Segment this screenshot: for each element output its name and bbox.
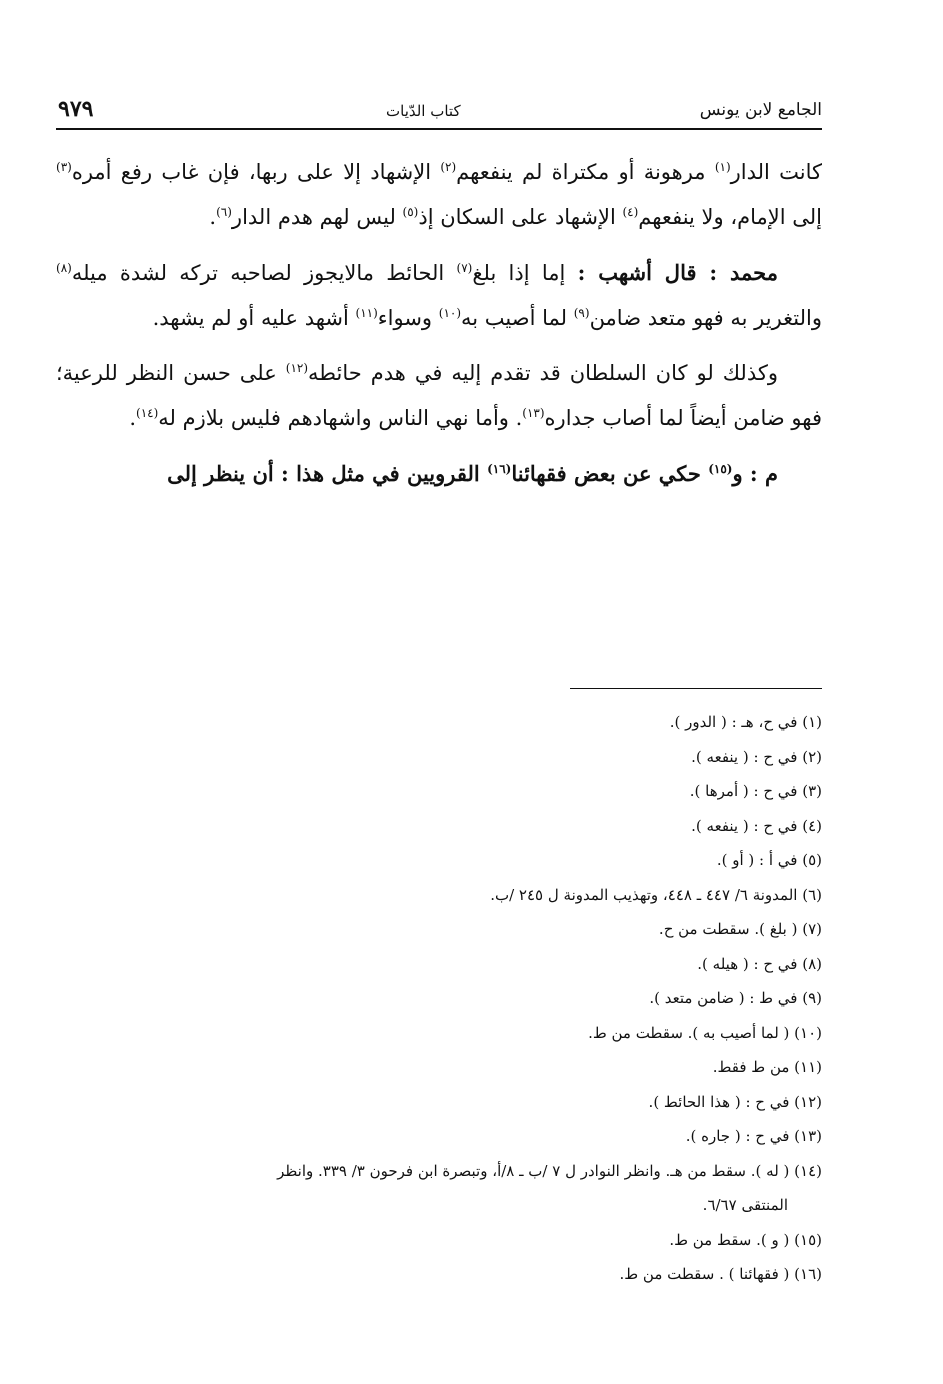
footnote-7: (٧) ( بلغ ). سقطت من ح. [658, 920, 822, 938]
text-run: م : و [732, 461, 778, 486]
footnote-2: (٢) في ح : ( ينفعه ). [691, 747, 822, 766]
footnote-4: (٤) في ح : ( ينفعه ). [691, 816, 822, 835]
text-run: إلى الإمام، ولا ينفعهم [638, 205, 822, 229]
text-run: . وأما نهي الناس واشهادهم فليس بلازم له [158, 406, 523, 430]
footnote-ref: (١٣) [522, 406, 545, 420]
footnote-ref: (٥) [402, 205, 419, 219]
text-run: والتغرير به فهو متعد ضامن [589, 306, 822, 330]
footnote-ref: (١) [714, 160, 731, 174]
book-title: الجامع لابن يونس [699, 100, 822, 120]
text-run: . [129, 406, 137, 430]
text-run: الإشهاد إلا على ربها، فإن غاب رفع أمره [71, 160, 441, 184]
footnote-11: (١١) من ط فقط. [712, 1058, 822, 1076]
paragraph-4 [56, 451, 822, 496]
footnote-ref: (١١) [355, 306, 378, 320]
text-run: على حسن النظر للرعية؛ فهو ضامن أيضاً لما أصاب جداره [56, 361, 822, 430]
paragraph-1 [56, 150, 822, 240]
page-number: ٩٧٩ [58, 96, 94, 122]
footnote-ref: (٢) [440, 160, 457, 174]
text-run: وكذلك لو كان السلطان قد تقدم إليه في هدم حائطه [308, 361, 778, 385]
paragraph-3 [56, 351, 822, 441]
paragraph-2 [56, 250, 822, 341]
text-run: أشهد عليه أو لم يشهد. [152, 306, 356, 330]
footnote-ref: (١٤) [136, 406, 159, 420]
footnote-3: (٣) في ح : ( أمرها ). [689, 782, 822, 800]
text-run: مرهونة أو مكتراة لم ينفعهم [456, 160, 715, 184]
footnote-ref: (٤) [622, 205, 639, 219]
footnote-ref: (١٦) [487, 462, 512, 476]
footnote-9: (٩) في ط : ( ضامن متعد ). [649, 989, 822, 1007]
footnote-ref: (١٢) [285, 361, 309, 375]
footnote-10: (١٠) ( لما أصيب به ). سقطت من ط. [588, 1023, 822, 1042]
running-header [56, 96, 822, 130]
text-run: حكي عن بعض فقهائنا [511, 461, 709, 486]
chapter-title: كتاب الدّيات [386, 102, 461, 120]
main-text [56, 150, 822, 506]
footnote-6: (٦) المدونة ٦/ ٤٤٧ ـ ٤٤٨، وتهذيب المدونة ل ٢٤٥ /ب. [490, 885, 822, 904]
footnote-5: (٥) في أ : ( أو ). [716, 851, 822, 869]
footnote-13: (١٣) في ح : ( جاره ). [685, 1127, 822, 1145]
footnotes [56, 705, 822, 1292]
footnote-ref: (٦) [216, 205, 232, 219]
footnote-ref: (٨) [56, 261, 72, 275]
text-run: القرويين في مثل هذا : أن ينظر إلى [167, 461, 488, 486]
footnote-ref: (٣) [56, 160, 72, 174]
text-run: لما أصيب به [461, 306, 574, 330]
footnote-14: (١٤) ( له ). سقط من هـ. وانظر النوادر ل ٧ /ب ـ ٨/أ، وتبصرة ابن فرحون ٣/ ٣٣٩. وانظر [277, 1161, 822, 1180]
footnote-15: (١٥) ( و ). سقط من ط. [669, 1230, 822, 1249]
footnote-ref: (٩) [573, 306, 590, 320]
text-run: . [209, 205, 217, 229]
text-run: الحائط مالايجوز لصاحبه تركه لشدة ميله [71, 261, 457, 285]
text-run: ليس لهم هدم الدار [231, 205, 403, 229]
footnote-8: (٨) في ح : ( هيله ). [697, 954, 822, 973]
speaker-lead: محمد : قال أشهب : [577, 260, 778, 285]
text-run: الإشهاد على السكان إذ [418, 205, 623, 229]
footnote-ref: (١٥) [708, 462, 733, 476]
footnote-12: (١٢) في ح : ( هذا الحائط ). [648, 1092, 822, 1111]
text-run: كانت الدار [730, 160, 822, 184]
text-run: إما إذا بلغ [472, 261, 578, 285]
footnote-1: (١) في ح، هـ : ( الدور ). [669, 713, 822, 731]
text-run: وسواء [377, 306, 439, 330]
footnote-ref: (٧) [456, 261, 473, 275]
footnote-16: (١٦) ( فقهائنا ) . سقطت من ط. [619, 1265, 822, 1283]
footnote-separator [570, 688, 822, 689]
footnote-14-continuation: المنتقى ٦/٦٧. [702, 1196, 788, 1214]
footnote-ref: (١٠) [438, 306, 462, 320]
